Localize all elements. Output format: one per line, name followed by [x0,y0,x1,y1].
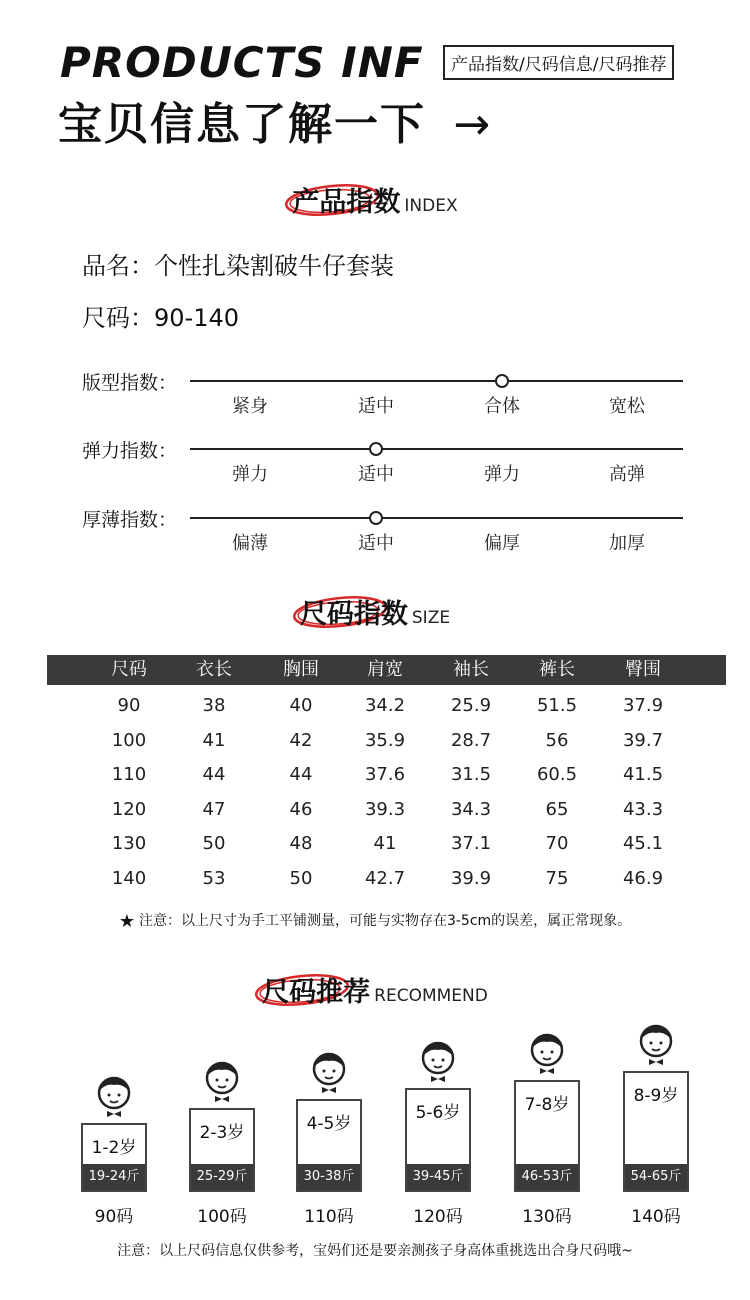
size-note-text: 注意：以上尺寸为手工平铺测量，可能与实物存在3-5cm的误差，属正常现象。 [138,913,632,929]
table-cell: 100 [111,729,147,751]
index-option: 偏厚 [484,533,520,554]
recommend-note: 注意：以上尺码信息仅供参考，宝妈们还是要亲测孩子身高体重挑选出合身尺码哦~ [117,1243,633,1259]
table-cell: 140 [111,868,147,889]
subtitle-text: 宝贝信息了解一下 [58,99,426,150]
age-label: 5-6岁 [415,1103,461,1123]
child-avatar-icon [92,1073,136,1119]
table-header-cell: 肩宽 [367,659,403,680]
table-cell: 50 [202,833,226,855]
table-cell: 45.1 [622,833,664,855]
index-option: 适中 [358,533,394,554]
table-cell: 39.9 [450,868,492,889]
index-option: 适中 [358,464,394,485]
table-cell: 39.7 [622,729,664,751]
age-label: 2-3岁 [199,1123,245,1143]
table-cell: 28.7 [450,729,492,751]
table-cell: 130 [111,833,147,855]
table-cell: 34.2 [364,695,406,716]
size-card [81,1123,147,1192]
table-cell: 43.3 [622,798,664,820]
heading-en: SIZE [411,608,451,628]
table-cell: 47 [202,798,226,820]
table-cell: 65 [545,798,569,820]
size-card [514,1080,580,1192]
table-cell: 37.6 [364,764,406,786]
index-label: 版型指数： [82,372,178,394]
table-cell: 39.3 [364,798,406,820]
weight-bar: 46-53斤 [516,1164,578,1190]
table-cell: 41 [202,729,226,751]
table-cell: 42 [289,729,313,751]
index-label: 厚薄指数： [82,509,178,531]
weight-bar: 25-29斤 [191,1164,253,1190]
table-cell: 56 [545,729,569,751]
index-option: 适中 [358,396,394,417]
table-cell: 46.9 [622,868,664,889]
table-header-cell: 袖长 [453,659,489,680]
age-label: 7-8岁 [524,1095,570,1115]
table-cell: 25.9 [450,695,492,716]
table-header-cell: 臀围 [625,659,661,680]
heading-cn: 尺码推荐 [262,977,371,1008]
brand-title: PRODUCTS INF [60,38,424,87]
size-label: 100码 [197,1207,247,1227]
index-option: 加厚 [609,533,645,554]
index-option: 偏薄 [232,533,268,554]
weight-bar: 19-24斤 [83,1164,145,1190]
size-card [405,1088,471,1192]
table-cell: 37.9 [622,695,664,716]
size-card [623,1071,689,1192]
arrow-right-icon: → [453,99,493,150]
table-cell: 41 [373,833,397,855]
child-avatar-icon [307,1049,351,1095]
size-card [296,1099,362,1192]
table-cell: 75 [545,868,569,889]
table-cell: 46 [289,798,313,820]
index-scale-line [190,517,683,519]
index-option: 弹力 [232,464,268,485]
brand-subtitle [58,88,492,152]
weight-bar: 39-45斤 [407,1164,469,1190]
weight-bar: 30-38斤 [298,1164,360,1190]
age-label: 4-5岁 [306,1114,352,1134]
index-option: 紧身 [232,396,268,417]
section-heading-index [0,180,750,219]
heading-cn: 尺码指数 [299,599,408,630]
table-cell: 60.5 [536,764,578,786]
section-tag: 产品指数/尺码信息/尺码推荐 [443,45,674,80]
product-name: 品名：个性扎染割破牛仔套装 [82,252,394,280]
size-label: 110码 [304,1207,354,1227]
table-cell: 31.5 [450,764,492,786]
table-cell: 110 [111,764,147,786]
heading-en: INDEX [404,196,458,216]
index-scale-line [190,380,683,382]
table-cell: 41.5 [622,764,664,786]
index-option: 弹力 [484,464,520,485]
size-label: 90码 [94,1207,134,1227]
table-cell: 70 [545,833,569,855]
size-card [189,1108,255,1192]
size-label: 140码 [631,1207,681,1227]
age-label: 1-2岁 [91,1138,137,1158]
section-heading-size [0,592,750,631]
size-label: 130码 [522,1207,572,1227]
heading-cn: 产品指数 [292,187,401,218]
table-cell: 44 [289,764,313,786]
table-cell: 51.5 [536,695,578,716]
age-label: 8-9岁 [633,1086,679,1106]
index-option: 高弹 [609,464,645,485]
index-scale-line [190,448,683,450]
child-avatar-icon [416,1038,460,1084]
index-marker [495,374,509,388]
table-cell: 42.7 [364,868,406,889]
table-cell: 53 [202,868,226,889]
index-marker [369,442,383,456]
index-label: 弹力指数： [82,440,178,462]
table-cell: 90 [117,695,141,716]
table-cell: 34.3 [450,798,492,820]
table-cell: 38 [202,695,226,716]
weight-bar: 54-65斤 [625,1164,687,1190]
heading-en: RECOMMEND [374,986,488,1006]
child-avatar-icon [525,1030,569,1076]
child-avatar-icon [200,1058,244,1104]
star-icon: ★ [118,911,135,932]
table-cell: 40 [289,695,313,716]
table-cell: 44 [202,764,226,786]
table-cell: 48 [289,833,313,855]
product-size-range: 尺码：90-140 [82,304,240,332]
table-header-cell: 裤长 [539,659,575,680]
index-option: 合体 [484,396,520,417]
index-marker [369,511,383,525]
table-header-cell: 尺码 [111,659,147,680]
table-header-cell: 衣长 [196,659,232,680]
size-label: 120码 [413,1207,463,1227]
table-cell: 50 [289,868,313,889]
section-heading-recommend [0,970,750,1009]
table-cell: 120 [111,798,147,820]
table-header-cell: 胸围 [283,659,319,680]
table-cell: 35.9 [364,729,406,751]
child-avatar-icon [634,1021,678,1067]
size-note [0,910,750,932]
index-option: 宽松 [609,396,645,417]
table-cell: 37.1 [450,833,492,855]
